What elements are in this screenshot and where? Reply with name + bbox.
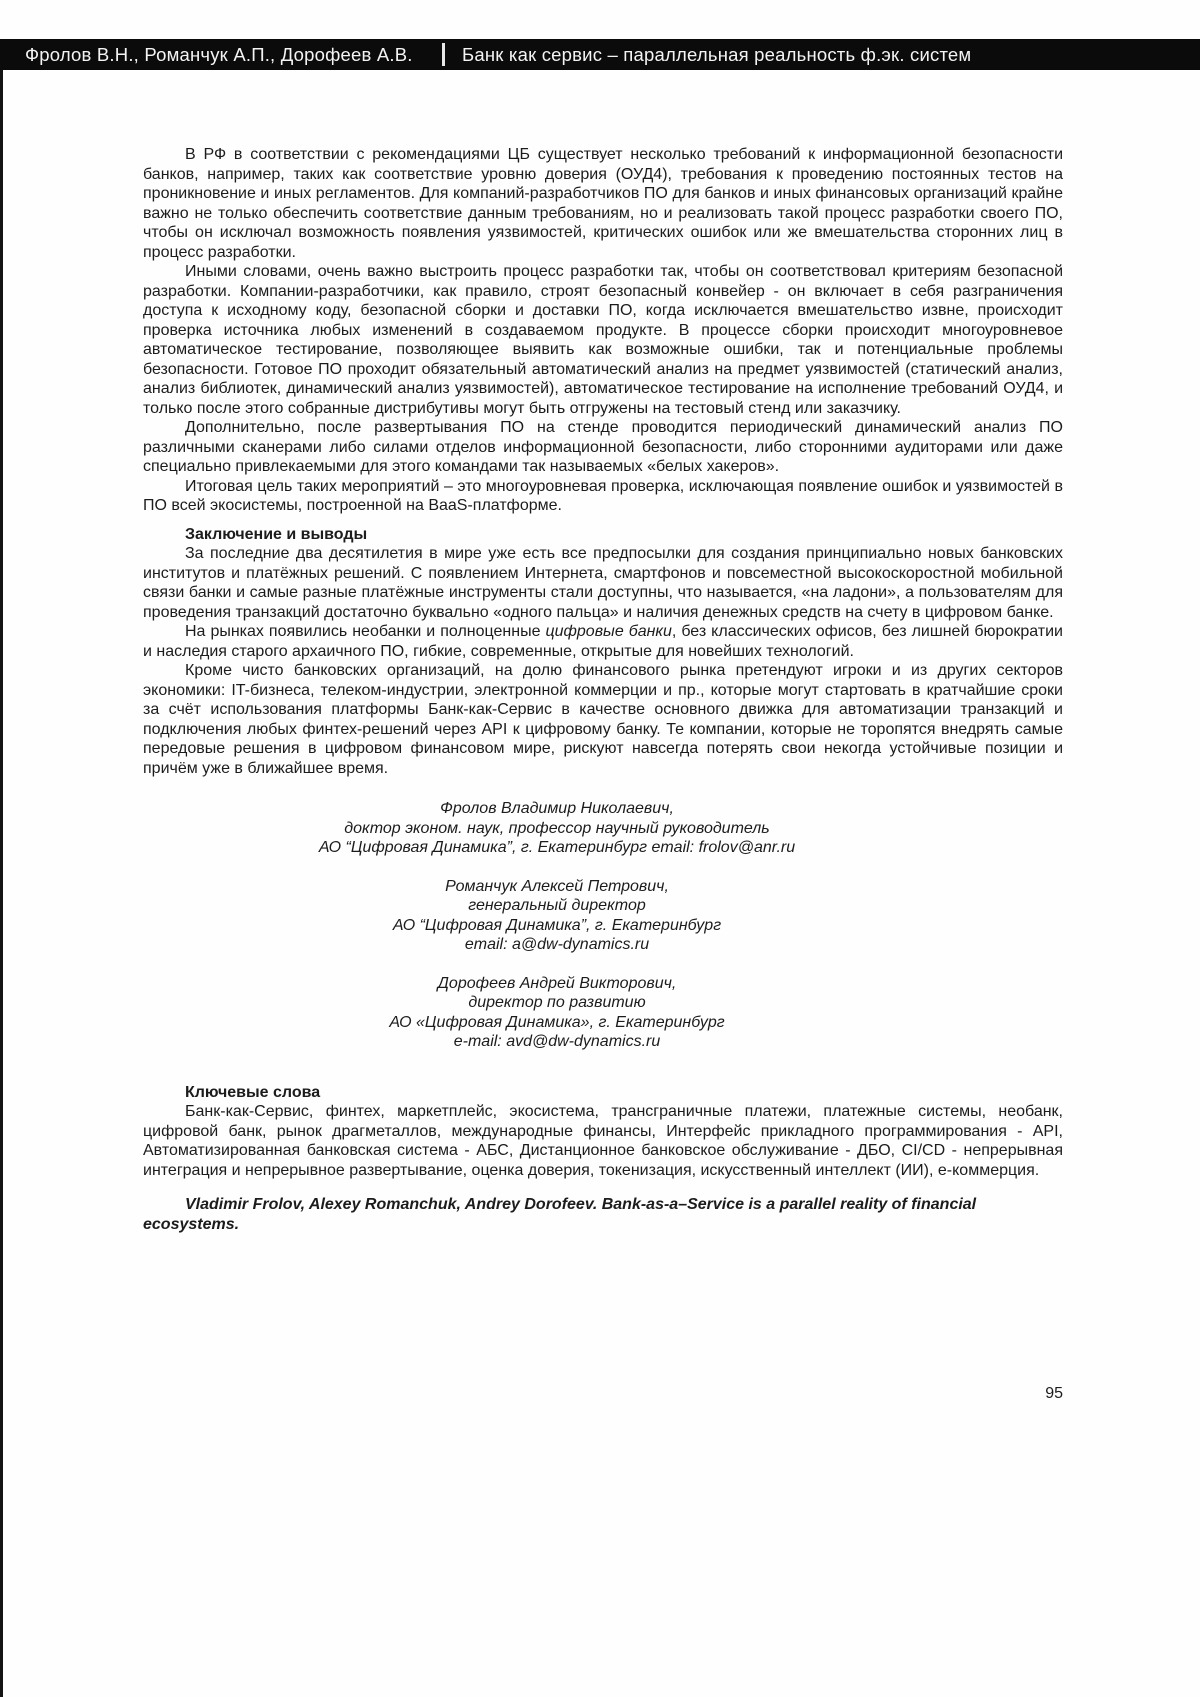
conclusion-paragraph-2 [143,622,1063,661]
author-signature-frolov [143,799,1063,858]
author-email: email: a@dw-dynamics.ru [464,936,650,953]
author-affiliation-email: АО “Цифровая Динамика”, г. Екатеринбург email: frolov@anr.ru [318,839,796,856]
scan-edge-artifact [0,39,3,1697]
header-divider [442,43,445,66]
author-position: директор по развитию [468,994,646,1011]
english-citation: Vladimir Frolov, Alexey Romanchuk, Andrey Dorofeev. Bank-as-a–Service is a parallel reality of financial ecosystems. [143,1196,977,1233]
author-signature-romanchuk [143,877,1063,955]
intro-paragraph-1: В РФ в соответствии с рекомендациями ЦБ существует несколько требований к информационной безопасности банков, например, таких как соответствие уровню доверия (ОУД4), требования к проведению постоянных тестов на проникновение и иных регламентов. Для компаний-разработчиков ПО для банков и иных финансовых организаций крайне важно не только обеспечить соответствие данным требованиям, но и реализовать такой процесс разработки своего ПО, чтобы он исключал возможность появления уязвимостей, критических ошибок или же вмешательства сторонних лиц в процесс разработки. [143,146,1063,261]
author-position: генеральный директор [468,897,646,914]
paragraph-text: На рынках появились необанки и полноценные [185,623,546,640]
page-number: 95 [1045,1385,1063,1402]
header-article-title: Банк как сервис – параллельная реальность ф.эк. систем [462,43,972,65]
header-authors: Фролов В.Н., Романчук А.П., Дорофеев А.В. [25,43,413,65]
intro-paragraph-2: Иными словами, очень важно выстроить процесс разработки так, чтобы он соответствовал критериям безопасной разработки. Компании-разработчики, как правило, строят безопасный конвейер - он включает в себя разграничения доступа к исходному коду, безопасной сборки и доставки ПО, когда исключается вмешательство извне, происходит проверка источника любых изменений в создаваемом продукте. В процессе сборки происходит многоуровневое автоматическое тестирование, позволяющее выявить как возможные ошибки, так и потенциальные проблемы безопасности. Готовое ПО проходит обязательный автоматический анализ на предмет уязвимостей (статический анализ, анализ библиотек, динамический анализ уязвимостей), автоматическое тестирование на исполнение требований ОУД4, и только после этого собранные дистрибутивы могут быть отгружены на тестовый стенд или заказчику. [143,263,1063,417]
keywords-text: Банк-как-Сервис, финтех, маркетплейс, экосистема, трансграничные платежи, платежные системы, необанк, цифровой банк, рынок драгметаллов, международные финансы, Интерфейс прикладного программирования - API, Автоматизированная банковская система - АБС, Дистанционное банковское обслуживание - ДБО, CI/CD - непрерывная интеграция и непрерывное развертывание, оценка доверия, токенизация, искусственный интеллект (ИИ), e-коммерция. [143,1103,1063,1179]
running-header [0,39,1200,70]
paragraph-text: , без классических офисов, без лишней бюрократии и наследия старого архаичного ПО, гибкие, современные, открытые для новейших технологий. [143,623,1063,660]
intro-paragraph-4: Итоговая цель таких мероприятий – это многоуровневая проверка, исключающая появление ошибок и уязвимостей в ПО всей экосистемы, построенной на BaaS-платформе. [143,477,1063,514]
author-affiliation: АО “Цифровая Динамика”, г. Екатеринбург [392,916,722,934]
conclusion-heading: Заключение и выводы [185,525,368,543]
conclusion-paragraph-1: За последние два десятилетия в мире уже есть все предпосылки для создания принципиально новых банковских институтов и платёжных решений. С появлением Интернета, смартфонов и повсеместной высокоскоростной мобильной связи банки и самые разные платёжные инструменты стали доступны, что называется, «на ладони», а пользователям для проведения транзакций достаточно буквально «одного пальца» и наличия денежных средств на счету в цифровом банке. [143,545,1063,621]
author-name: Фролов Владимир Николаевич, [440,800,674,817]
author-degree: доктор эконом. наук, профессор научный руководитель [344,819,770,837]
author-name: Романчук Алексей Петрович, [445,877,669,895]
intro-paragraph-3: Дополнительно, после развертывания ПО на стенде проводится периодический динамический анализ ПО различными сканерами либо силами отделов информационной безопасности, либо сторонними аудиторами или даже специально привлекаемыми для этого командами так называемых «белых хакеров». [143,419,1063,475]
author-affiliation: АО «Цифровая Динамика», г. Екатеринбург [389,1013,725,1031]
keywords-heading: Ключевые слова [185,1083,321,1101]
conclusion-paragraph-3: Кроме чисто банковских организаций, на долю финансового рынка претендуют игроки и из других секторов экономики: IT-бизнеса, телеком-индустрии, электронной коммерции и пр., которые могут стартовать в кратчайшие сроки за счёт использования платформы Банк-как-Сервис в качестве основного движка для автоматизации транзакций и подключения любых финтех-решений через API к цифровому банку. Те компании, которые не торопятся внедрять самые передовые решения в цифровом финансовом мире, рискуют навсегда потерять свои некогда устойчивые позиции и причём уже в ближайшее время. [143,662,1063,777]
italic-term-digital-banks: цифровые банки [545,623,672,640]
article-body [143,145,1063,1234]
author-name: Дорофеев Андрей Викторович, [437,974,677,992]
author-email: e-mail: avd@dw-dynamics.ru [453,1033,661,1050]
author-signature-dorofeev [143,974,1063,1052]
